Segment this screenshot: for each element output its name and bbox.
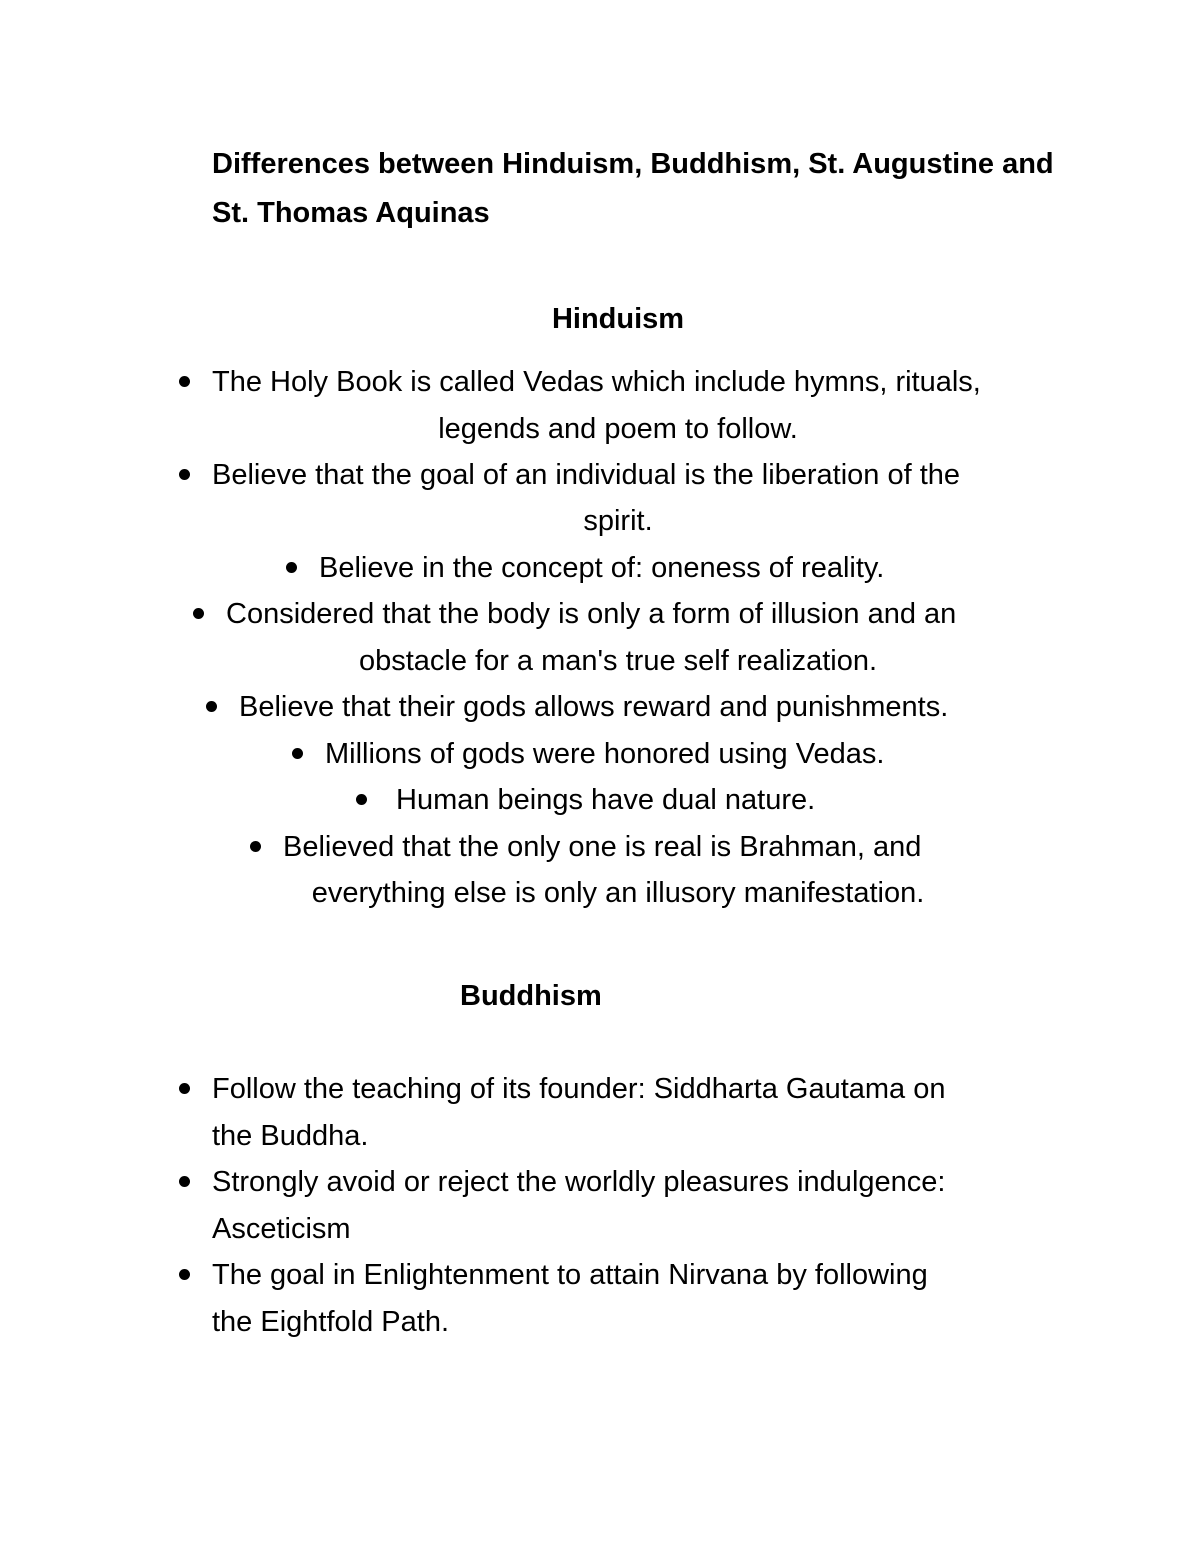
bullet-icon xyxy=(179,376,190,387)
list-item-continuation: the Eightfold Path. xyxy=(212,1306,449,1338)
list-item-text: The Holy Book is called Vedas which include hymns, rituals, xyxy=(212,366,981,398)
bullet-icon xyxy=(179,469,190,480)
bullet-icon xyxy=(292,748,303,759)
bullet-icon xyxy=(206,701,217,712)
bullet-icon xyxy=(193,608,204,619)
document-title: Differences between Hinduism, Buddhism, St. Augustine and St. Thomas Aquinas xyxy=(212,148,1054,229)
list-item xyxy=(212,455,960,495)
bullet-icon xyxy=(179,1083,190,1094)
list-item-continuation: obstacle for a man's true self realization. xyxy=(358,645,878,677)
list-item xyxy=(212,1069,946,1109)
list-item-text: Human beings have dual nature. xyxy=(396,784,816,816)
buddhism-heading: Buddhism xyxy=(460,980,602,1012)
list-item-text: Believe in the concept of: oneness of reality. xyxy=(319,552,885,584)
list-item xyxy=(283,827,921,867)
list-item xyxy=(212,362,981,402)
bullet-icon xyxy=(356,794,367,805)
list-item-text: Believe that the goal of an individual is the liberation of the xyxy=(212,459,961,491)
bullet-icon xyxy=(179,1269,190,1280)
list-item xyxy=(396,780,815,820)
list-item xyxy=(212,1162,945,1202)
list-item-text: Millions of gods were honored using Vedas. xyxy=(325,738,885,770)
list-item xyxy=(226,594,956,634)
bullet-icon xyxy=(286,562,297,573)
list-item-continuation: Asceticism xyxy=(212,1213,351,1245)
list-item xyxy=(239,687,948,727)
hinduism-heading: Hinduism xyxy=(551,303,685,335)
bullet-icon xyxy=(250,841,261,852)
list-item-text: Strongly avoid or reject the worldly pleasures indulgence: xyxy=(212,1166,946,1198)
list-item-text: Follow the teaching of its founder: Siddharta Gautama on xyxy=(212,1073,946,1105)
bullet-icon xyxy=(179,1176,190,1187)
list-item-text: The goal in Enlightenment to attain Nirvana by following xyxy=(212,1259,928,1291)
list-item xyxy=(212,1255,928,1295)
list-item-text: Considered that the body is only a form of illusion and an xyxy=(226,598,957,630)
list-item-text: Believe that their gods allows reward and punishments. xyxy=(239,691,949,723)
list-item-continuation: the Buddha. xyxy=(212,1120,369,1152)
list-item-continuation: legends and poem to follow. xyxy=(438,413,798,445)
list-item xyxy=(319,548,884,588)
list-item-text: Believed that the only one is real is Brahman, and xyxy=(283,831,922,863)
list-item-continuation: everything else is only an illusory manifestation. xyxy=(311,877,925,909)
list-item-continuation: spirit. xyxy=(583,505,653,537)
list-item xyxy=(325,734,884,774)
